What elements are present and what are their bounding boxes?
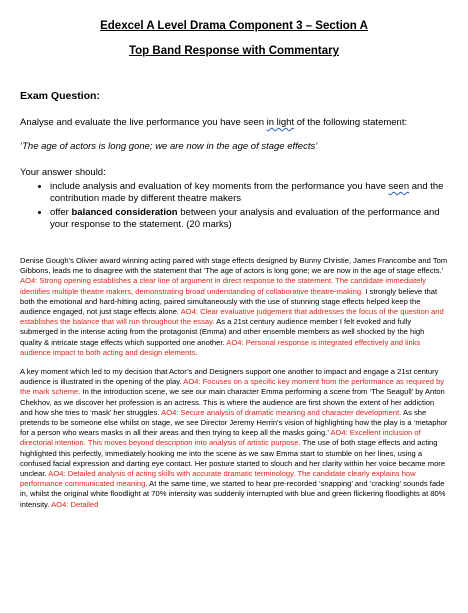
candidate-response-text: Denise Gough’s Olivier award winning acting paired with stage effects designed by Bunny Christie, James Francombe and Tom Gibbons, leads me to disagree with the statement that ‘The age of actors is long gone; we are now in the age of stage effects.’ [20, 256, 448, 276]
answer-requirements-list [20, 181, 448, 231]
spellcheck-flagged-text: in light [266, 117, 295, 128]
examiner-commentary: AO4: Strong opening establishes a clear line of argument in direct response to the statement. The candidate immediately identifies multiple theatre makers, demonstrating broad understanding of collaborative theatre-making. [20, 276, 426, 296]
examiner-commentary: AO4: Personal response is integrated effectively and links audience impact to both acting and design elements. [20, 337, 421, 357]
candidate-response-text: The use of both stage effects and acting highlighted this perfectly, immediately hooking me into the scene as we saw Emma start to stumble on her lines, using a confused facial expression and darting eye contact. Her posture started to slouch and her clarity within her voice became more unclear. [20, 438, 446, 479]
answer-requirements-label: Your answer should: [20, 167, 106, 178]
exam-statement: ‘The age of actors is long gone; we are now in the age of stage effects’ [20, 141, 318, 152]
document-subtitle: Top Band Response with Commentary [128, 45, 339, 57]
examiner-commentary: AO4: Detailed [51, 499, 99, 509]
examiner-commentary: AO4: Focuses on a specific key moment from the performance as required by the mark scheme. [20, 377, 445, 397]
candidate-response-text: As she pretends to be someone else whilst on stage, we see Director Jeremy Herrin’s vision of highlighting how the play is a ‘metaphor for a person who wears masks in all their areas and then trying to keep all the masks going.’ [20, 407, 448, 438]
document-title: Edexcel A Level Drama Component 3 – Section A [100, 20, 368, 32]
candidate-response-text: A key moment which led to my decision that Actor’s and Designers support one another to impact and engage a 21st century audience is illustrated in the opening of the play. [20, 367, 439, 387]
examiner-commentary: AO4: Detailed analysis of acting skills with accurate dramatic terminology. The candidate clearly explains how performance communicated meaning. [20, 469, 416, 489]
emphasis-text: balanced consideration [71, 207, 178, 218]
response-paragraph-1 [20, 256, 448, 358]
candidate-response-text: In the introduction scene, we see our main character Emma performing a scene from ‘The Seagull’ by Anton Chekhov, as we discover her profession is an actress. This is where the audience are first shown the extent of her addiction and how she tries to ‘mask’ her struggles. [20, 387, 445, 417]
candidate-response-text: I strongly believe that both the emotional and hard-hitting acting, paired simultaneously with the use of stunning stage effects helped keep the audience engaged, not just stage effects alone. [20, 286, 438, 317]
candidate-response-text: As a 21st century audience member I felt evoked and fully submerged in the intense acting from the protagonist (Emma) and other ensemble members as well shocked by the high quality & intricate stage effects which supported one another. [20, 317, 425, 347]
candidate-response-text: At the same time, we started to hear pre-recorded ‘snapping’ and ‘cracking’ sounds fade in, whilst the original white floodlight at 70% intensity was suddenly interrupted with blue and green flickering floodlights at 80% intensity. [20, 479, 446, 509]
examiner-commentary: AO4: Secure analysis of dramatic meaning and character development. [161, 407, 402, 417]
question-text: Analyse and evaluate the live performance you have seen in light of the following statement: [20, 117, 408, 128]
exam-question-heading: Exam Question: [20, 90, 100, 102]
examiner-commentary: AO4: Clear evaluative judgement that addresses the focus of the question and establishes the balance that will run throughout the essay. [20, 307, 444, 327]
requirement-item: • include analysis and evaluation of key moments from the performance you have seen and the contribution made by different theatre makers [50, 181, 448, 205]
requirement-item: • offer balanced consideration between your analysis and evaluation of the performance and your response to the statement. (20 marks) [50, 207, 448, 231]
response-paragraph-2 [20, 367, 448, 510]
spellcheck-flagged-text: seen [388, 181, 410, 192]
examiner-commentary: AO4: Excellent inclusion of directorial intention. This moves beyond description into analysis of artistic purpose. [20, 428, 421, 448]
